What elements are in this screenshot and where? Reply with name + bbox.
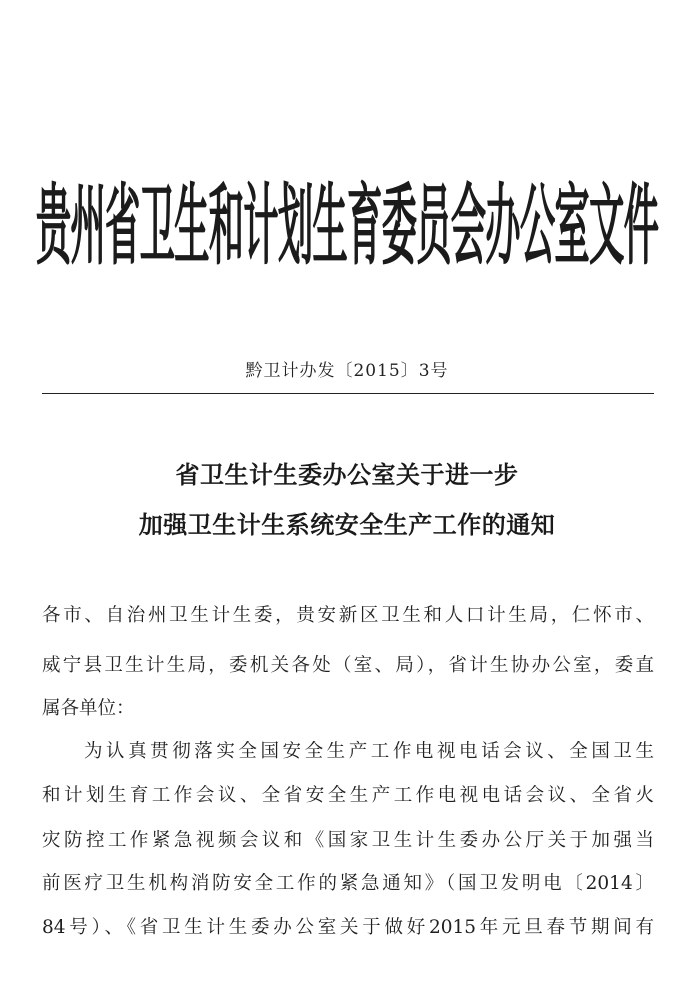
body-line-7: 前医疗卫生机构消防安全工作的紧急通知》（国卫发明电〔2014〕 <box>42 873 654 894</box>
body-line-5: 和计划生育工作会议、全省安全生产工作电视电话会议、全省火 <box>42 785 654 806</box>
masthead <box>34 178 660 278</box>
body-line-6: 灾防控工作紧急视频会议和《国家卫生计生委办公厅关于加强当 <box>42 830 654 851</box>
body-line-3: 属各单位： <box>42 698 135 719</box>
body-line-2: 威宁县卫生计生局，委机关各处（室、局），省计生协办公室，委直 <box>42 655 654 676</box>
body-line-8: 84号）、《省卫生计生委办公室关于做好2015年元旦春节期间有 <box>42 917 654 938</box>
document-number: 黔卫计办发〔2015〕3号 <box>245 361 449 381</box>
notice-title-line-2: 加强卫生计生系统安全生产工作的通知 <box>138 511 556 539</box>
body-line-4: 为认真贯彻落实全国安全生产工作电视电话会议、全国卫生 <box>84 741 654 762</box>
masthead-title: 贵州省卫生和计划生育委员会办公室文件 <box>35 178 659 278</box>
body-line-1: 各市、自治州卫生计生委，贵安新区卫生和人口计生局，仁怀市、 <box>42 605 654 626</box>
notice-title-line-1: 省卫生计生委办公室关于进一步 <box>175 461 519 489</box>
header-divider <box>42 393 654 394</box>
